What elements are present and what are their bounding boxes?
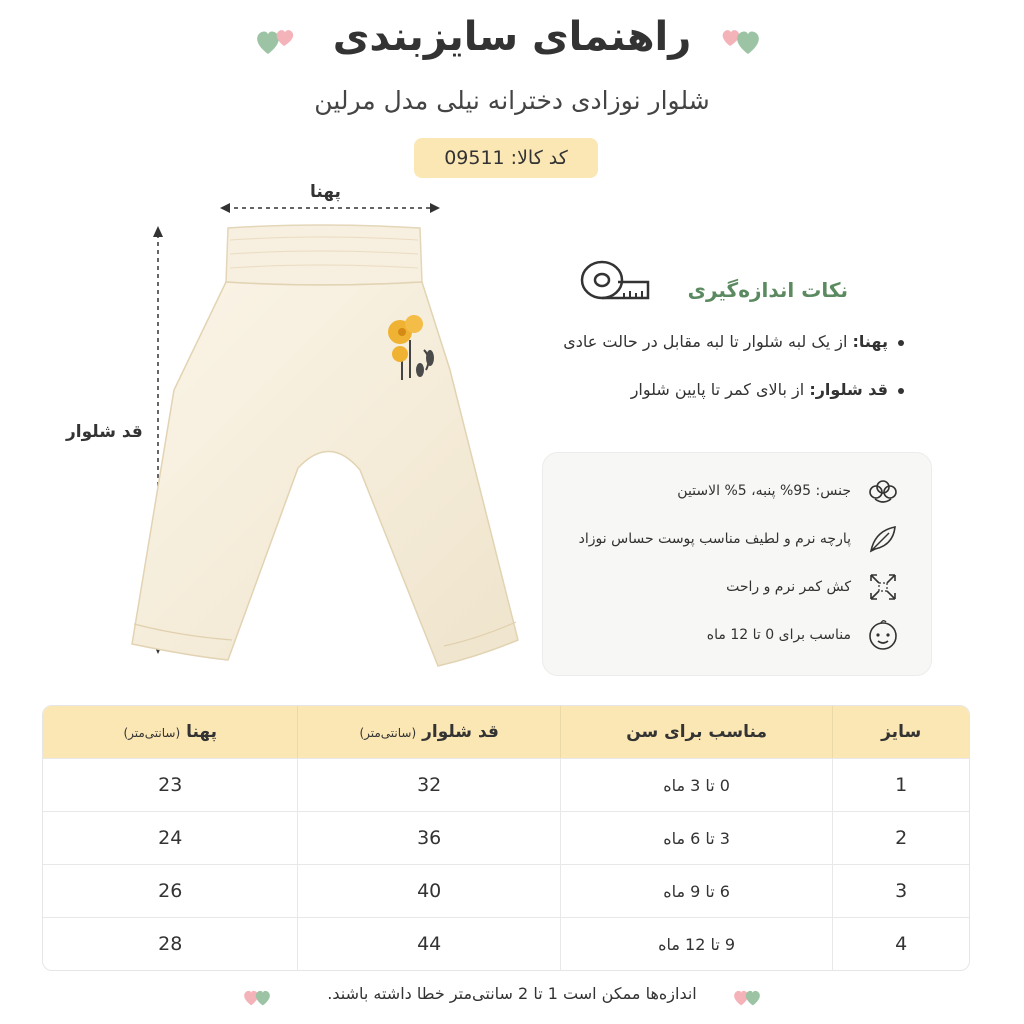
cell-size: 3 — [832, 864, 969, 917]
feature-text: مناسب برای 0 تا 12 ماه — [706, 627, 851, 643]
cell-length: 40 — [297, 864, 559, 917]
tape-measure-icon — [578, 256, 654, 306]
feature-item — [543, 471, 931, 511]
tip-length — [631, 380, 904, 399]
width-arrow-icon — [218, 198, 442, 218]
cell-age: 3 تا 6 ماه — [560, 811, 832, 864]
length-dimension-label: قد شلوار — [66, 422, 143, 442]
header-length-label: قد شلوار — [422, 722, 499, 742]
tip-term: پهنا: — [852, 332, 888, 351]
page-title: راهنمای سایزبندی — [332, 14, 692, 60]
header-length — [297, 706, 559, 758]
baby-face-icon — [865, 617, 901, 653]
width-dimension-label: پهنا — [310, 182, 341, 202]
table-row — [43, 917, 969, 970]
cell-width: 23 — [43, 758, 297, 811]
tip-width — [563, 332, 904, 351]
hearts-icon — [716, 24, 762, 58]
bullet-icon — [898, 340, 904, 346]
tip-description: از بالای کمر تا پایین شلوار — [630, 380, 810, 399]
header-width-unit: (سانتی‌متر) — [123, 726, 181, 740]
hearts-icon — [732, 986, 762, 1008]
feature-text: پارچه نرم و لطیف مناسب پوست حساس نوزاد — [578, 531, 851, 547]
table-header-row — [43, 706, 969, 758]
cell-size: 2 — [832, 811, 969, 864]
feature-item — [543, 567, 931, 607]
table-row — [43, 864, 969, 917]
feature-text: جنس: 95% پنبه، 5% الاستین — [677, 483, 851, 499]
tip-term: قد شلوار: — [809, 380, 888, 399]
feature-text: کش کمر نرم و راحت — [726, 579, 851, 595]
features-card — [542, 452, 932, 676]
bullet-icon — [898, 388, 904, 394]
header-width — [43, 706, 297, 758]
measurement-tips-title: نکات اندازه‌گیری — [687, 278, 848, 302]
feather-icon — [865, 521, 901, 557]
header-width-label: پهنا — [186, 722, 218, 742]
cell-width: 26 — [43, 864, 297, 917]
cell-age: 9 تا 12 ماه — [560, 917, 832, 970]
size-table — [42, 705, 970, 971]
cell-width: 24 — [43, 811, 297, 864]
table-row — [43, 811, 969, 864]
header-length-unit: (سانتی‌متر) — [359, 726, 417, 740]
feature-item — [543, 519, 931, 559]
table-row — [43, 758, 969, 811]
cell-length: 36 — [297, 811, 559, 864]
cell-width: 28 — [43, 917, 297, 970]
cotton-icon — [865, 473, 901, 509]
product-code-badge: کد کالا: 09511 — [414, 138, 598, 178]
cell-age: 0 تا 3 ماه — [560, 758, 832, 811]
tip-description: از یک لبه شلوار تا لبه مقابل در حالت عادی — [563, 332, 853, 351]
cell-age: 6 تا 9 ماه — [560, 864, 832, 917]
cell-size: 4 — [832, 917, 969, 970]
header-age: مناسب برای سن — [560, 706, 832, 758]
footer-note: اندازه‌ها ممکن است 1 تا 2 سانتی‌متر خطا داشته باشند. — [327, 984, 697, 1003]
stretch-icon — [865, 569, 901, 605]
cell-length: 32 — [297, 758, 559, 811]
pants-illustration — [120, 220, 540, 690]
cell-length: 44 — [297, 917, 559, 970]
feature-item — [543, 615, 931, 655]
header-size: سایز — [832, 706, 969, 758]
cell-size: 1 — [832, 758, 969, 811]
product-subtitle: شلوار نوزادی دخترانه نیلی مدل مرلین — [314, 86, 710, 115]
